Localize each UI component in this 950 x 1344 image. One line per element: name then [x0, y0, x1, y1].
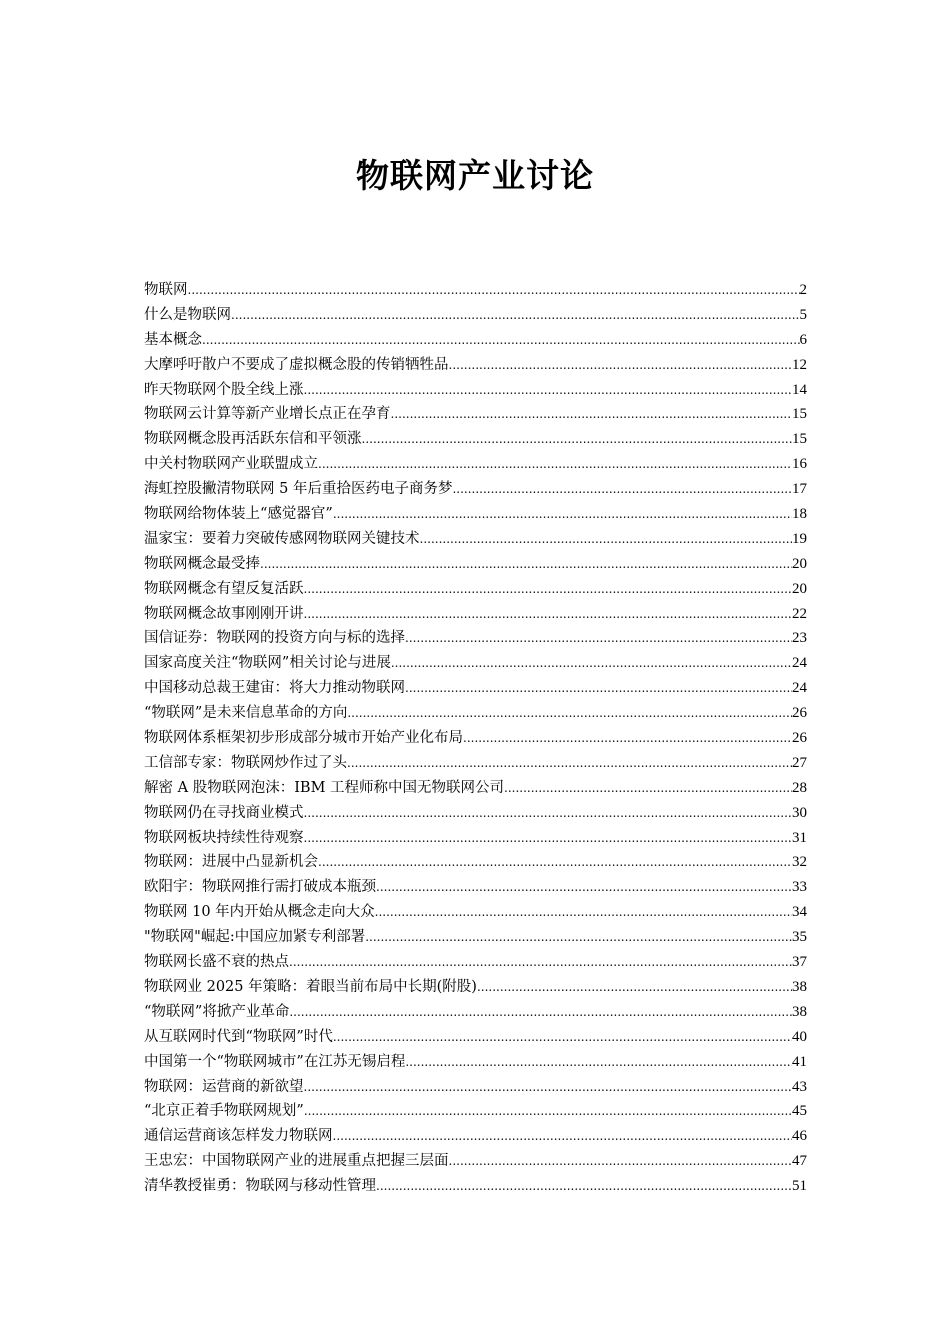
toc-entry-page-number: 38: [792, 978, 807, 995]
toc-entry-title: 物联网体系框架初步形成部分城市开始产业化布局: [144, 730, 463, 747]
toc-entry-title: 昨天物联网个股全线上涨: [144, 381, 304, 398]
toc-entry-title: 物联网概念有望反复活跃: [144, 580, 304, 597]
toc-dot-leader: [449, 1149, 793, 1174]
toc-entry-title: 物联网概念最受捧: [144, 555, 260, 572]
toc-dot-leader: [452, 477, 792, 502]
toc-entry-title: 工信部专家：物联网炒作过了头: [144, 754, 347, 771]
toc-entry[interactable]: [144, 1075, 807, 1100]
toc-entry-page-number: 35: [792, 929, 807, 946]
toc-entry-page-number: 22: [792, 605, 807, 622]
toc-entry[interactable]: [144, 1025, 807, 1050]
toc-entry-page-number: 15: [792, 406, 807, 423]
toc-dot-leader: [405, 626, 792, 651]
toc-entry-title: 物联网长盛不衰的热点: [144, 954, 289, 971]
toc-entry-page-number: 12: [792, 356, 807, 373]
toc-entry[interactable]: [144, 726, 807, 751]
table-of-contents: [144, 278, 807, 1199]
toc-entry-page-number: 47: [792, 1153, 807, 1170]
toc-entry-page-number: 14: [792, 381, 807, 398]
toc-entry[interactable]: [144, 701, 807, 726]
toc-entry-title: 物联网: [144, 282, 188, 298]
toc-entry[interactable]: [144, 975, 807, 1000]
toc-entry[interactable]: [144, 850, 807, 875]
toc-entry[interactable]: [144, 1149, 807, 1174]
toc-entry[interactable]: [144, 1000, 807, 1025]
toc-entry-page-number: 38: [792, 1003, 807, 1020]
toc-entry-page-number: 26: [792, 730, 807, 747]
toc-entry-page-number: 33: [792, 879, 807, 896]
toc-dot-leader: [405, 1050, 792, 1075]
toc-entry-page-number: 18: [792, 506, 807, 523]
toc-entry-page-number: 24: [792, 655, 807, 672]
toc-entry-title: 物联网：进展中凸显新机会: [144, 854, 318, 871]
toc-entry[interactable]: [144, 1174, 807, 1199]
toc-entry[interactable]: [144, 1124, 807, 1149]
toc-entry-page-number: 27: [792, 754, 807, 771]
toc-entry-title: 物联网板块持续性待观察: [144, 829, 304, 846]
toc-entry-page-number: 17: [792, 481, 807, 498]
toc-entry[interactable]: [144, 900, 807, 925]
toc-entry-page-number: 34: [792, 904, 807, 921]
toc-dot-leader: [304, 1075, 793, 1100]
toc-entry-page-number: 30: [792, 804, 807, 821]
toc-entry[interactable]: [144, 427, 807, 452]
toc-dot-leader: [304, 826, 793, 851]
toc-entry[interactable]: [144, 651, 807, 676]
toc-entry-title: 温家宝：要着力突破传感网物联网关键技术: [144, 530, 420, 547]
toc-entry-title: 中国移动总裁王建宙：将大力推动物联网: [144, 680, 405, 697]
toc-entry-page-number: 20: [792, 580, 807, 597]
toc-entry-page-number: 23: [792, 630, 807, 647]
toc-dot-leader: [391, 651, 792, 676]
toc-entry-page-number: 15: [792, 431, 807, 448]
toc-dot-leader: [449, 353, 793, 378]
toc-dot-leader: [362, 427, 793, 452]
toc-entry-title: 什么是物联网: [144, 306, 231, 323]
toc-entry-page-number: 26: [792, 705, 807, 722]
toc-entry-title: 中关村物联网产业联盟成立: [144, 456, 318, 473]
toc-entry-title: 中国第一个“物联网城市”在江苏无锡启程: [144, 1053, 406, 1070]
toc-entry-page-number: 31: [792, 829, 807, 846]
toc-entry-title: 清华教授崔勇：物联网与移动性管理: [144, 1178, 376, 1195]
toc-dot-leader: [391, 402, 793, 427]
toc-dot-leader: [365, 925, 792, 950]
toc-entry[interactable]: [144, 378, 807, 403]
toc-entry-title: 基本概念: [144, 331, 202, 348]
toc-entry-title: 国信证券：物联网的投资方向与标的选择: [144, 630, 405, 647]
toc-dot-leader: [347, 751, 792, 776]
toc-entry[interactable]: [144, 776, 807, 801]
toc-entry[interactable]: [144, 1099, 807, 1124]
toc-dot-leader: [333, 502, 792, 527]
toc-entry-title: 从互联网时代到“物联网”时代: [144, 1028, 333, 1045]
toc-entry-title: 物联网：运营商的新欲望: [144, 1078, 304, 1095]
toc-entry[interactable]: [144, 925, 807, 950]
toc-entry-title: 欧阳宇：物联网推行需打破成本瓶颈: [144, 879, 376, 896]
toc-dot-leader: [304, 1099, 792, 1124]
toc-entry-page-number: 43: [792, 1078, 807, 1095]
toc-entry-title: 物联网概念故事刚刚开讲: [144, 605, 304, 622]
toc-entry-title: 物联网概念股再活跃东信和平领涨: [144, 431, 362, 448]
toc-entry[interactable]: [144, 676, 807, 701]
toc-entry-page-number: 45: [792, 1103, 807, 1120]
toc-entry[interactable]: [144, 826, 807, 851]
toc-dot-leader: [477, 975, 792, 1000]
toc-dot-leader: [375, 900, 792, 925]
toc-entry[interactable]: [144, 402, 807, 427]
toc-entry-page-number: 2: [799, 282, 807, 298]
toc-entry-title: “物联网”将掀产业革命: [144, 1003, 290, 1020]
toc-entry-page-number: 6: [799, 331, 807, 348]
toc-entry-title: 王忠宏：中国物联网产业的进展重点把握三层面: [144, 1153, 449, 1170]
toc-entry-title: 物联网给物体装上“感觉器官”: [144, 506, 333, 523]
toc-dot-leader: [260, 552, 792, 577]
toc-dot-leader: [202, 328, 800, 353]
toc-entry-page-number: 32: [792, 854, 807, 871]
toc-entry-title: “物联网”是未来信息革命的方向: [144, 705, 348, 722]
toc-dot-leader: [289, 950, 792, 975]
toc-entry-page-number: 37: [792, 954, 807, 971]
toc-entry[interactable]: [144, 602, 807, 627]
toc-entry[interactable]: [144, 950, 807, 975]
toc-entry[interactable]: [144, 552, 807, 577]
toc-dot-leader: [231, 303, 800, 328]
toc-dot-leader: [376, 875, 792, 900]
toc-dot-leader: [420, 527, 793, 552]
toc-entry[interactable]: [144, 303, 807, 328]
toc-entry-page-number: 51: [792, 1178, 807, 1195]
toc-entry[interactable]: [144, 328, 807, 353]
toc-dot-leader: [304, 378, 793, 403]
toc-dot-leader: [304, 801, 793, 826]
toc-dot-leader: [333, 1124, 793, 1149]
toc-dot-leader: [304, 602, 793, 627]
toc-entry[interactable]: [144, 477, 807, 502]
toc-entry-title: "物联网"崛起:中国应加紧专利部署: [144, 929, 366, 946]
toc-dot-leader: [318, 850, 792, 875]
toc-dot-leader: [463, 726, 792, 751]
toc-entry[interactable]: [144, 452, 807, 477]
toc-dot-leader: [188, 278, 800, 303]
toc-dot-leader: [289, 1000, 792, 1025]
toc-entry-page-number: 24: [792, 680, 807, 697]
toc-entry[interactable]: [144, 875, 807, 900]
toc-entry-page-number: 28: [792, 779, 807, 796]
toc-entry-page-number: 19: [792, 530, 807, 547]
toc-entry-title: 大摩呼吁散户不要成了虚拟概念股的传销牺牲品: [144, 356, 449, 373]
toc-entry-title: 物联网业 2025 年策略：着眼当前布局中长期(附股): [144, 978, 477, 995]
toc-entry-title: 海虹控股撇清物联网 5 年后重拾医药电子商务梦: [144, 481, 453, 498]
document-title: 物联网产业讨论: [356, 156, 594, 195]
toc-entry-title: 物联网仍在寻找商业模式: [144, 804, 304, 821]
toc-entry-page-number: 40: [792, 1028, 807, 1045]
toc-dot-leader: [333, 1025, 792, 1050]
toc-entry[interactable]: [144, 278, 807, 303]
toc-entry[interactable]: [144, 626, 807, 651]
toc-dot-leader: [304, 577, 793, 602]
toc-entry-title: “北京正着手物联网规划”: [144, 1103, 304, 1120]
toc-entry[interactable]: [144, 353, 807, 378]
toc-entry-page-number: 5: [799, 306, 807, 323]
toc-dot-leader: [347, 701, 792, 726]
toc-entry[interactable]: [144, 801, 807, 826]
toc-entry[interactable]: [144, 751, 807, 776]
toc-dot-leader: [318, 452, 792, 477]
toc-entry-title: 国家高度关注“物联网”相关讨论与进展: [144, 655, 391, 672]
toc-entry-title: 物联网云计算等新产业增长点正在孕育: [144, 406, 391, 423]
toc-entry-title: 通信运营商该怎样发力物联网: [144, 1128, 333, 1145]
toc-entry-page-number: 16: [792, 456, 807, 473]
toc-entry-page-number: 46: [792, 1128, 807, 1145]
toc-dot-leader: [376, 1174, 792, 1199]
toc-dot-leader: [504, 776, 792, 801]
toc-entry[interactable]: [144, 1050, 807, 1075]
toc-entry-page-number: 41: [792, 1053, 807, 1070]
toc-entry-page-number: 20: [792, 555, 807, 572]
toc-entry[interactable]: [144, 577, 807, 602]
toc-entry[interactable]: [144, 527, 807, 552]
toc-dot-leader: [405, 676, 792, 701]
toc-entry-title: 物联网 10 年内开始从概念走向大众: [144, 904, 375, 921]
toc-entry[interactable]: [144, 502, 807, 527]
toc-entry-title: 解密 A 股物联网泡沫：IBM 工程师称中国无物联网公司: [144, 779, 505, 796]
